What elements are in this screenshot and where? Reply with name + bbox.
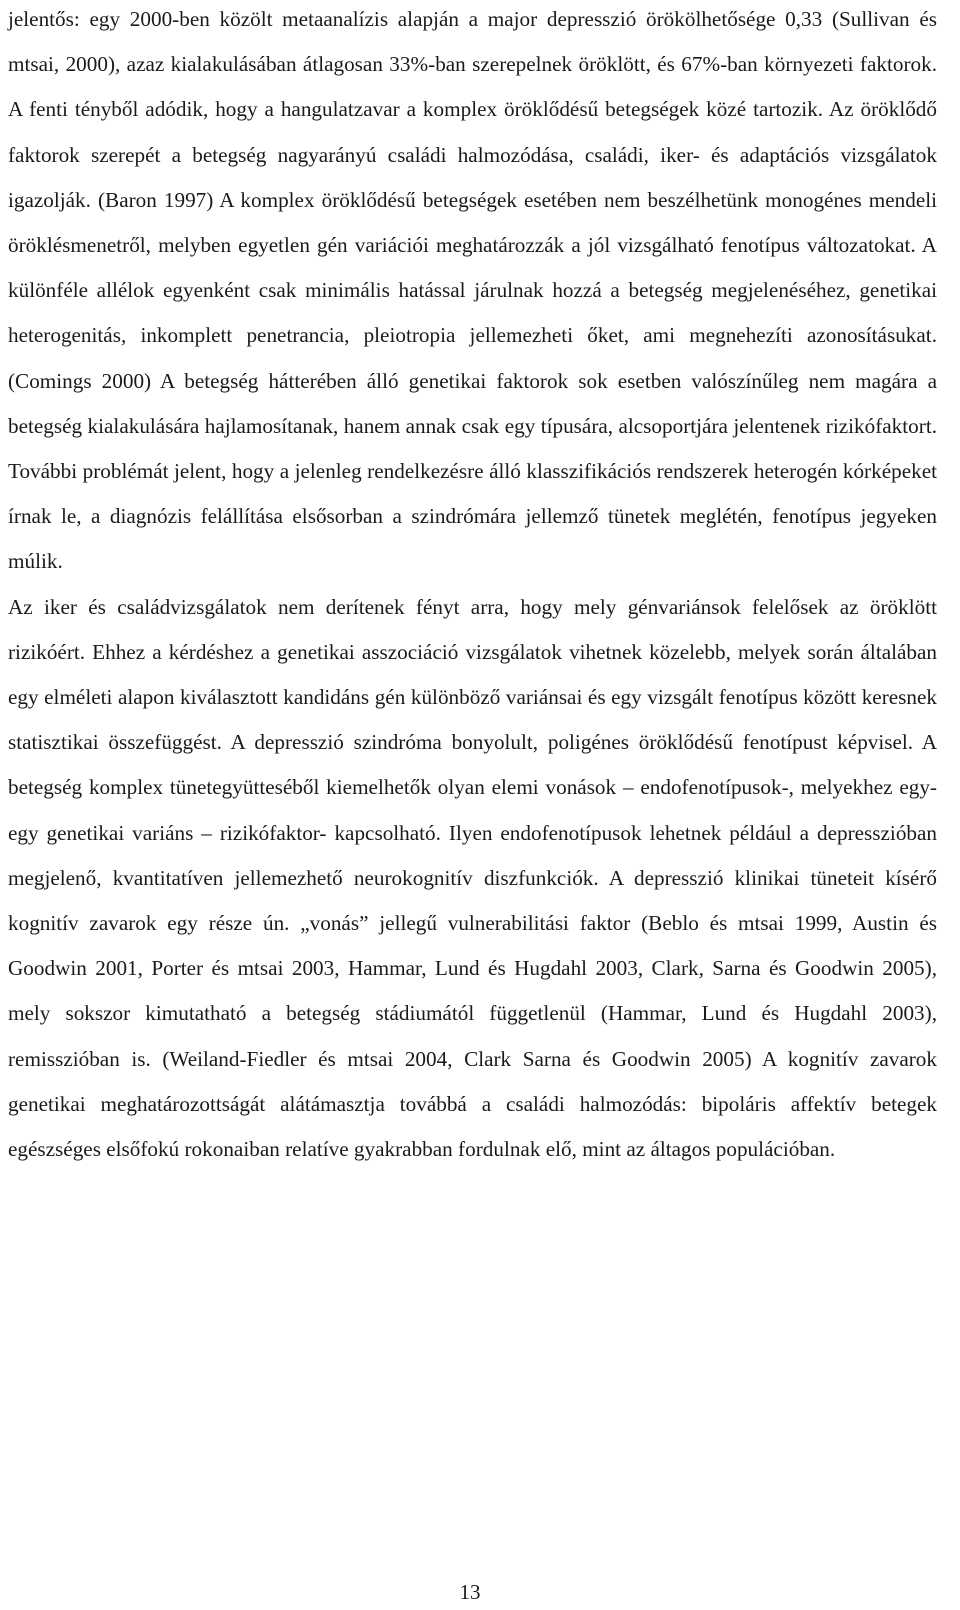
page-number: 13 <box>459 1580 481 1604</box>
document-page <box>8 0 937 1172</box>
body-paragraph-1: jelentős: egy 2000-ben közölt metaanalízis alapján a major depresszió örökölhetősége 0,33 (Sullivan és mtsai, 2000), azaz kialakulásában átlagosan 33%-ban szerepelnek öröklött, és 67%-ban környezeti faktorok. A fenti tényből adódik, hogy a hangulatzavar a komplex öröklődésű betegségek közé tartozik. Az öröklődő faktorok szerepét a betegség nagyarányú családi halmozódása, családi, iker- és adaptációs vizsgálatok igazolják. (Baron 1997) A komplex öröklődésű betegségek esetében nem beszélhetünk monogénes mendeli öröklésmenetről, melyben egyetlen gén variációi meghatározzák a jól vizsgálható fenotípus változatokat. A különféle allélok egyenként csak minimális hatással járulnak hozzá a betegség megjelenéséhez, genetikai heterogenitás, inkomplett penetrancia, pleiotropia jellemezheti őket, ami megnehezíti azonosításukat. (Comings 2000) A betegség hátterében álló genetikai faktorok sok esetben valószínűleg nem magára a betegség kialakulására hajlamosítanak, hanem annak csak egy típusára, alcsoportjára jelentenek rizikófaktort. További problémát jelent, hogy a jelenleg rendelkezésre álló klasszifikációs rendszerek heterogén kórképeket írnak le, a diagnózis felállítása elsősorban a szindrómára jellemző tünetek meglétén, fenotípus jegyeken múlik. <box>8 7 937 574</box>
body-paragraph-2: Az iker és családvizsgálatok nem derítenek fényt arra, hogy mely génvariánsok felelősek az öröklött rizikóért. Ehhez a kérdéshez a genetikai asszociáció vizsgálatok vihetnek közelebb, melyek során általában egy elméleti alapon kiválasztott kandidáns gén különböző variánsai és egy vizsgált fenotípus között keresnek statisztikai összefüggést. A depresszió szindróma bonyolult, poligénes öröklődésű fenotípust képvisel. A betegség komplex tünetegyütteséből kiemelhetők olyan elemi vonások – endofenotípusok-, melyekhez egy-egy genetikai variáns – rizikófaktor- kapcsolható. Ilyen endofenotípusok lehetnek például a depresszióban megjelenő, kvantitatíven jellemezhető neurokognitív diszfunkciók. A depresszió klinikai tüneteit kísérő kognitív zavarok egy része ún. „vonás” jellegű vulnerabilitási faktor (Beblo és mtsai 1999, Austin és Goodwin 2001, Porter és mtsai 2003, Hammar, Lund és Hugdahl 2003, Clark, Sarna és Goodwin 2005), mely sokszor kimutatható a betegség stádiumától függetlenül (Hammar, Lund és Hugdahl 2003), remisszióban is. (Weiland-Fiedler és mtsai 2004, Clark Sarna és Goodwin 2005) A kognitív zavarok genetikai meghatározottságát alátámasztja továbbá a családi halmozódás: bipoláris affektív betegek egészséges elsőfokú rokonaiban relatíve gyakrabban fordulnak elő, mint az áltagos populációban. <box>8 594 937 1162</box>
